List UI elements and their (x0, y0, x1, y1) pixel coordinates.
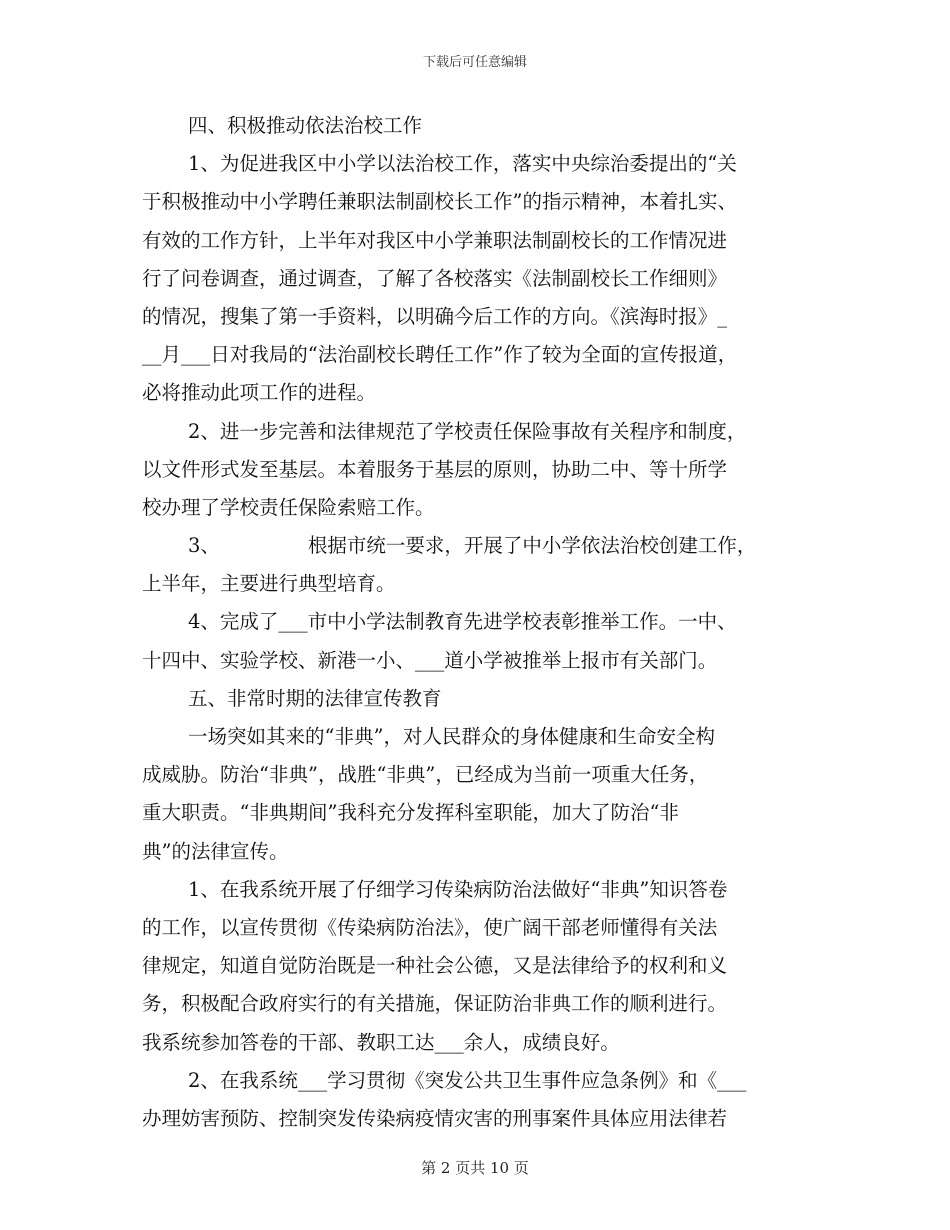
page-header: 下载后可任意编辑 (422, 55, 527, 70)
paragraph-line: 的工作，以宣传贯彻《传染病防治法》，使广阔干部老师懂得有关法 (142, 915, 718, 939)
paragraph-line: 1、在我系统开展了仔细学习传染病防治法做好“非典”知识答卷 (188, 877, 728, 901)
section-heading: 五、非常时期的法律宣传教育 (188, 686, 442, 710)
paragraph-line: 有效的工作方针，上半年对我区中小学兼职法制副校长的工作情况进 (142, 228, 728, 252)
item-text: 根据市统一要求，开展了中小学依法治校创建工作， (307, 534, 757, 558)
page-footer: 第 2 页共 10 页 (421, 1159, 529, 1177)
paragraph-line: __月___日对我局的“法治副校长聘任工作”作了较为全面的宣传报道， (142, 343, 738, 367)
paragraph-line: 我系统参加答卷的干部、教职工达___余人，成绩良好。 (142, 1030, 620, 1054)
paragraph-line: 于积极推动中小学聘任兼职法制副校长工作”的指示精神，本着扎实、 (142, 190, 737, 214)
document-body (142, 107, 812, 1138)
paragraph-line: 必将推动此项工作的进程。 (142, 381, 377, 405)
paragraph-line: 2、在我系统___学习贯彻《突发公共卫生事件应急条例》和《___ (188, 1068, 747, 1092)
paragraph-line: 4、完成了___市中小学法制教育先进学校表彰推举工作。一中、 (188, 610, 737, 634)
paragraph-line: 办理妨害预防、控制突发传染病疫情灾害的刑事案件具体应用法律若 (142, 1106, 728, 1130)
paragraph-line (142, 527, 812, 565)
paragraph-line: 以文件形式发至基层。本着服务于基层的原则，协助二中、等十所学 (142, 457, 728, 481)
paragraph-line: 律规定，知道自觉防治既是一种社会公德，又是法律给予的权利和义 (142, 954, 728, 978)
paragraph-line: 一场突如其来的“非典”，对人民群众的身体健康和生命安全构 (188, 725, 715, 748)
paragraph-line: 的情况，搜集了第一手资料，以明确今后工作的方向。《滨海时报》_ (142, 304, 728, 328)
section-heading: 四、积极推动依法治校工作 (188, 114, 423, 137)
paragraph-line: 成威胁。防治“非典”，战胜“非典”，已经成为当前一项重大任务， (142, 763, 709, 787)
paragraph-line: 行了问卷调查，通过调查，了解了各校落实《法制副校长工作细则》 (142, 266, 728, 290)
paragraph-line: 校办理了学校责任保险索赔工作。 (142, 495, 435, 519)
paragraph-line: 上半年，主要进行典型培育。 (142, 572, 396, 596)
paragraph-line: 十四中、实验学校、新港一小、___道小学被推举上报市有关部门。 (142, 648, 718, 672)
paragraph-line: 1、为促进我区中小学以法治校工作，落实中央综治委提出的“关 (188, 152, 737, 176)
paragraph-line: 重大职责。“非典期间”我科充分发挥科室职能，加大了防治“非 (142, 801, 679, 825)
paragraph-line: 2、进一步完善和法律规范了学校责任保险事故有关程序和制度， (188, 419, 747, 443)
paragraph-line: 典”的法律宣传。 (142, 839, 289, 863)
paragraph-line: 务，积极配合政府实行的有关措施，保证防治非典工作的顺利进行。 (142, 992, 728, 1016)
item-number: 3、 (188, 534, 220, 558)
